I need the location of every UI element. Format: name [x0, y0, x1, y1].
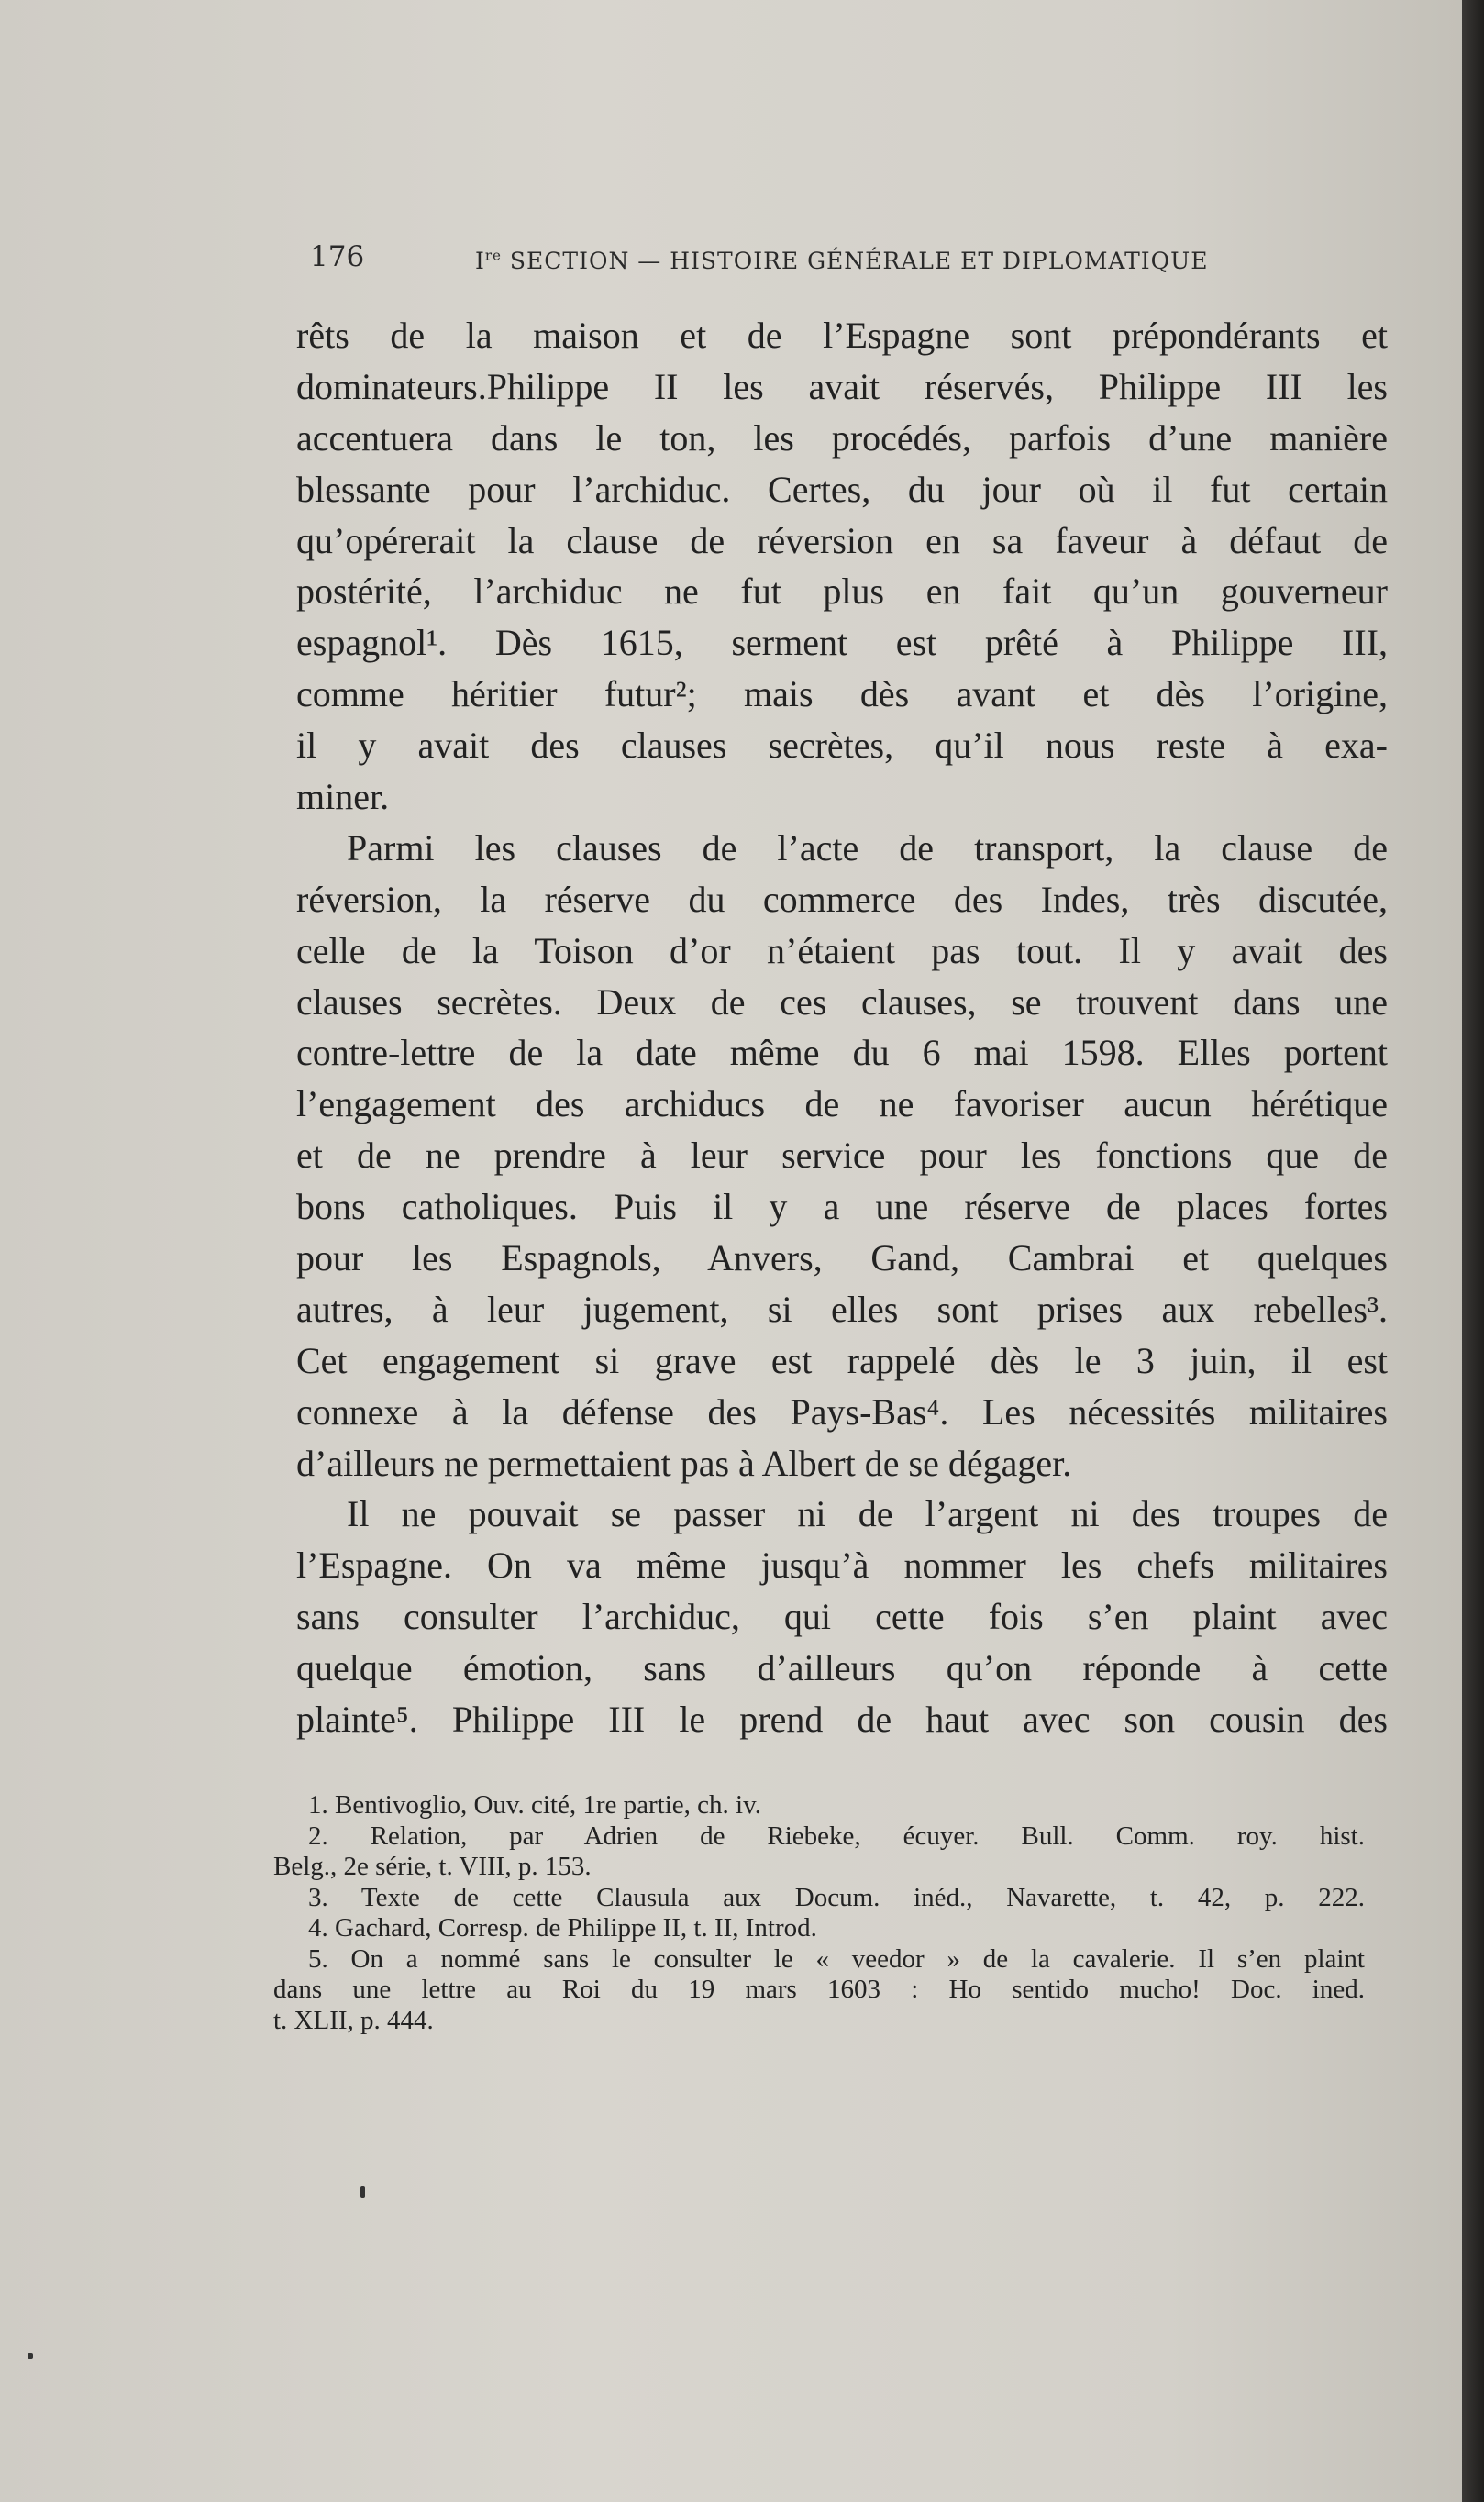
text-line: qu’opérerait la clause de réversion en sa faveur à défaut de: [296, 519, 1388, 561]
text-line: miner.: [296, 776, 390, 818]
text-line: comme héritier futur²; mais dès avant et dès l’origine,: [296, 673, 1388, 715]
text-line: espagnol¹. Dès 1615, serment est prêté à Philippe III,: [296, 622, 1388, 664]
footnote-1: 1. Bentivoglio, Ouv. cité, 1re partie, ch. iv.: [308, 1790, 761, 1820]
ink-speck: [28, 2353, 33, 2359]
text-line: accentuera dans le ton, les procédés, parfois d’une manière: [296, 416, 1388, 459]
running-header: [310, 240, 1227, 277]
text-line: blessante pour l’archiduc. Certes, du jour où il fut certain: [296, 468, 1388, 510]
footnote-2-continued: Belg., 2e série, t. VIII, p. 153.: [273, 1852, 592, 1881]
footnote-5: 5. On a nommé sans le consulter le « veedor » de la cavalerie. Il s’en plaint: [308, 1943, 1365, 1974]
text-line: clauses secrètes. Deux de ces clauses, se trouvent dans une: [296, 980, 1388, 1023]
text-line: contre-lettre de la date même du 6 mai 1598. Elles portent: [296, 1032, 1388, 1074]
page-number: 176: [310, 240, 365, 273]
text-line: l’engagement des archiducs de ne favoriser aucun hérétique: [296, 1083, 1388, 1125]
text-line: l’Espagne. On va même jusqu’à nommer les chefs militaires: [296, 1544, 1388, 1587]
footnotes: [273, 1790, 1365, 2036]
section-number-suffix: re: [484, 247, 502, 264]
text-line: sans consulter l’archiduc, qui cette fois s’en plaint avec: [296, 1596, 1388, 1638]
footnote-5-continued: dans une lettre au Roi du 19 mars 1603 : Ho sentido mucho! Doc. ined.: [273, 1975, 1365, 2004]
text-line: autres, à leur jugement, si elles sont prises aux rebelles³.: [296, 1288, 1388, 1330]
footnote-4: 4. Gachard, Corresp. de Philippe II, t. II, Introd.: [308, 1913, 817, 1943]
section-title: [475, 248, 1208, 274]
footnote-3: 3. Texte de cette Clausula aux Docum. inéd., Navarette, t. 42, p. 222.: [308, 1882, 1365, 1912]
text-line: bons catholiques. Puis il y a une réserve de places fortes: [296, 1186, 1388, 1228]
text-line: postérité, l’archiduc ne fut plus en fait qu’un gouverneur: [296, 570, 1388, 613]
text-line: Cet engagement si grave est rappelé dès le 3 juin, il est: [296, 1339, 1388, 1381]
text-line: dominateurs.Philippe II les avait réservés, Philippe III les: [296, 365, 1388, 407]
page-edge-shadow: [1462, 0, 1484, 2502]
text-line: d’ailleurs ne permettaient pas à Albert de se dégager.: [296, 1442, 1072, 1484]
footnote-2: 2. Relation, par Adrien de Riebeke, écuyer. Bull. Comm. roy. hist.: [308, 1821, 1365, 1851]
text-line: celle de la Toison d’or n’étaient pas tout. Il y avait des: [296, 929, 1388, 971]
section-heading: SECTION — HISTOIRE GÉNÉRALE ET DIPLOMATIQUE: [501, 248, 1209, 274]
text-line: réversion, la réserve du commerce des Indes, très discutée,: [296, 878, 1388, 920]
text-line: plainte⁵. Philippe III le prend de haut avec son cousin des: [296, 1699, 1388, 1741]
text-line: il y avait des clauses secrètes, qu’il nous reste à exa-: [296, 725, 1388, 767]
paragraph-start-line: Il ne pouvait se passer ni de l’argent ni des troupes de: [347, 1493, 1388, 1535]
paragraph-start-line: Parmi les clauses de l’acte de transport, la clause de: [347, 826, 1388, 869]
section-number: I: [475, 248, 485, 274]
text-line: et de ne prendre à leur service pour les fonctions que de: [296, 1135, 1388, 1177]
text-line: rêts de la maison et de l’Espagne sont prépondérants et: [296, 315, 1388, 356]
text-line: connexe à la défense des Pays-Bas⁴. Les nécessités militaires: [296, 1390, 1388, 1433]
text-line: quelque émotion, sans d’ailleurs qu’on réponde à cette: [296, 1647, 1388, 1689]
footnote-5-end: t. XLII, p. 444.: [273, 2005, 434, 2035]
text-line: pour les Espagnols, Anvers, Gand, Cambrai et quelques: [296, 1237, 1388, 1279]
ink-speck: [360, 2186, 365, 2198]
body-text: [296, 310, 1388, 1745]
